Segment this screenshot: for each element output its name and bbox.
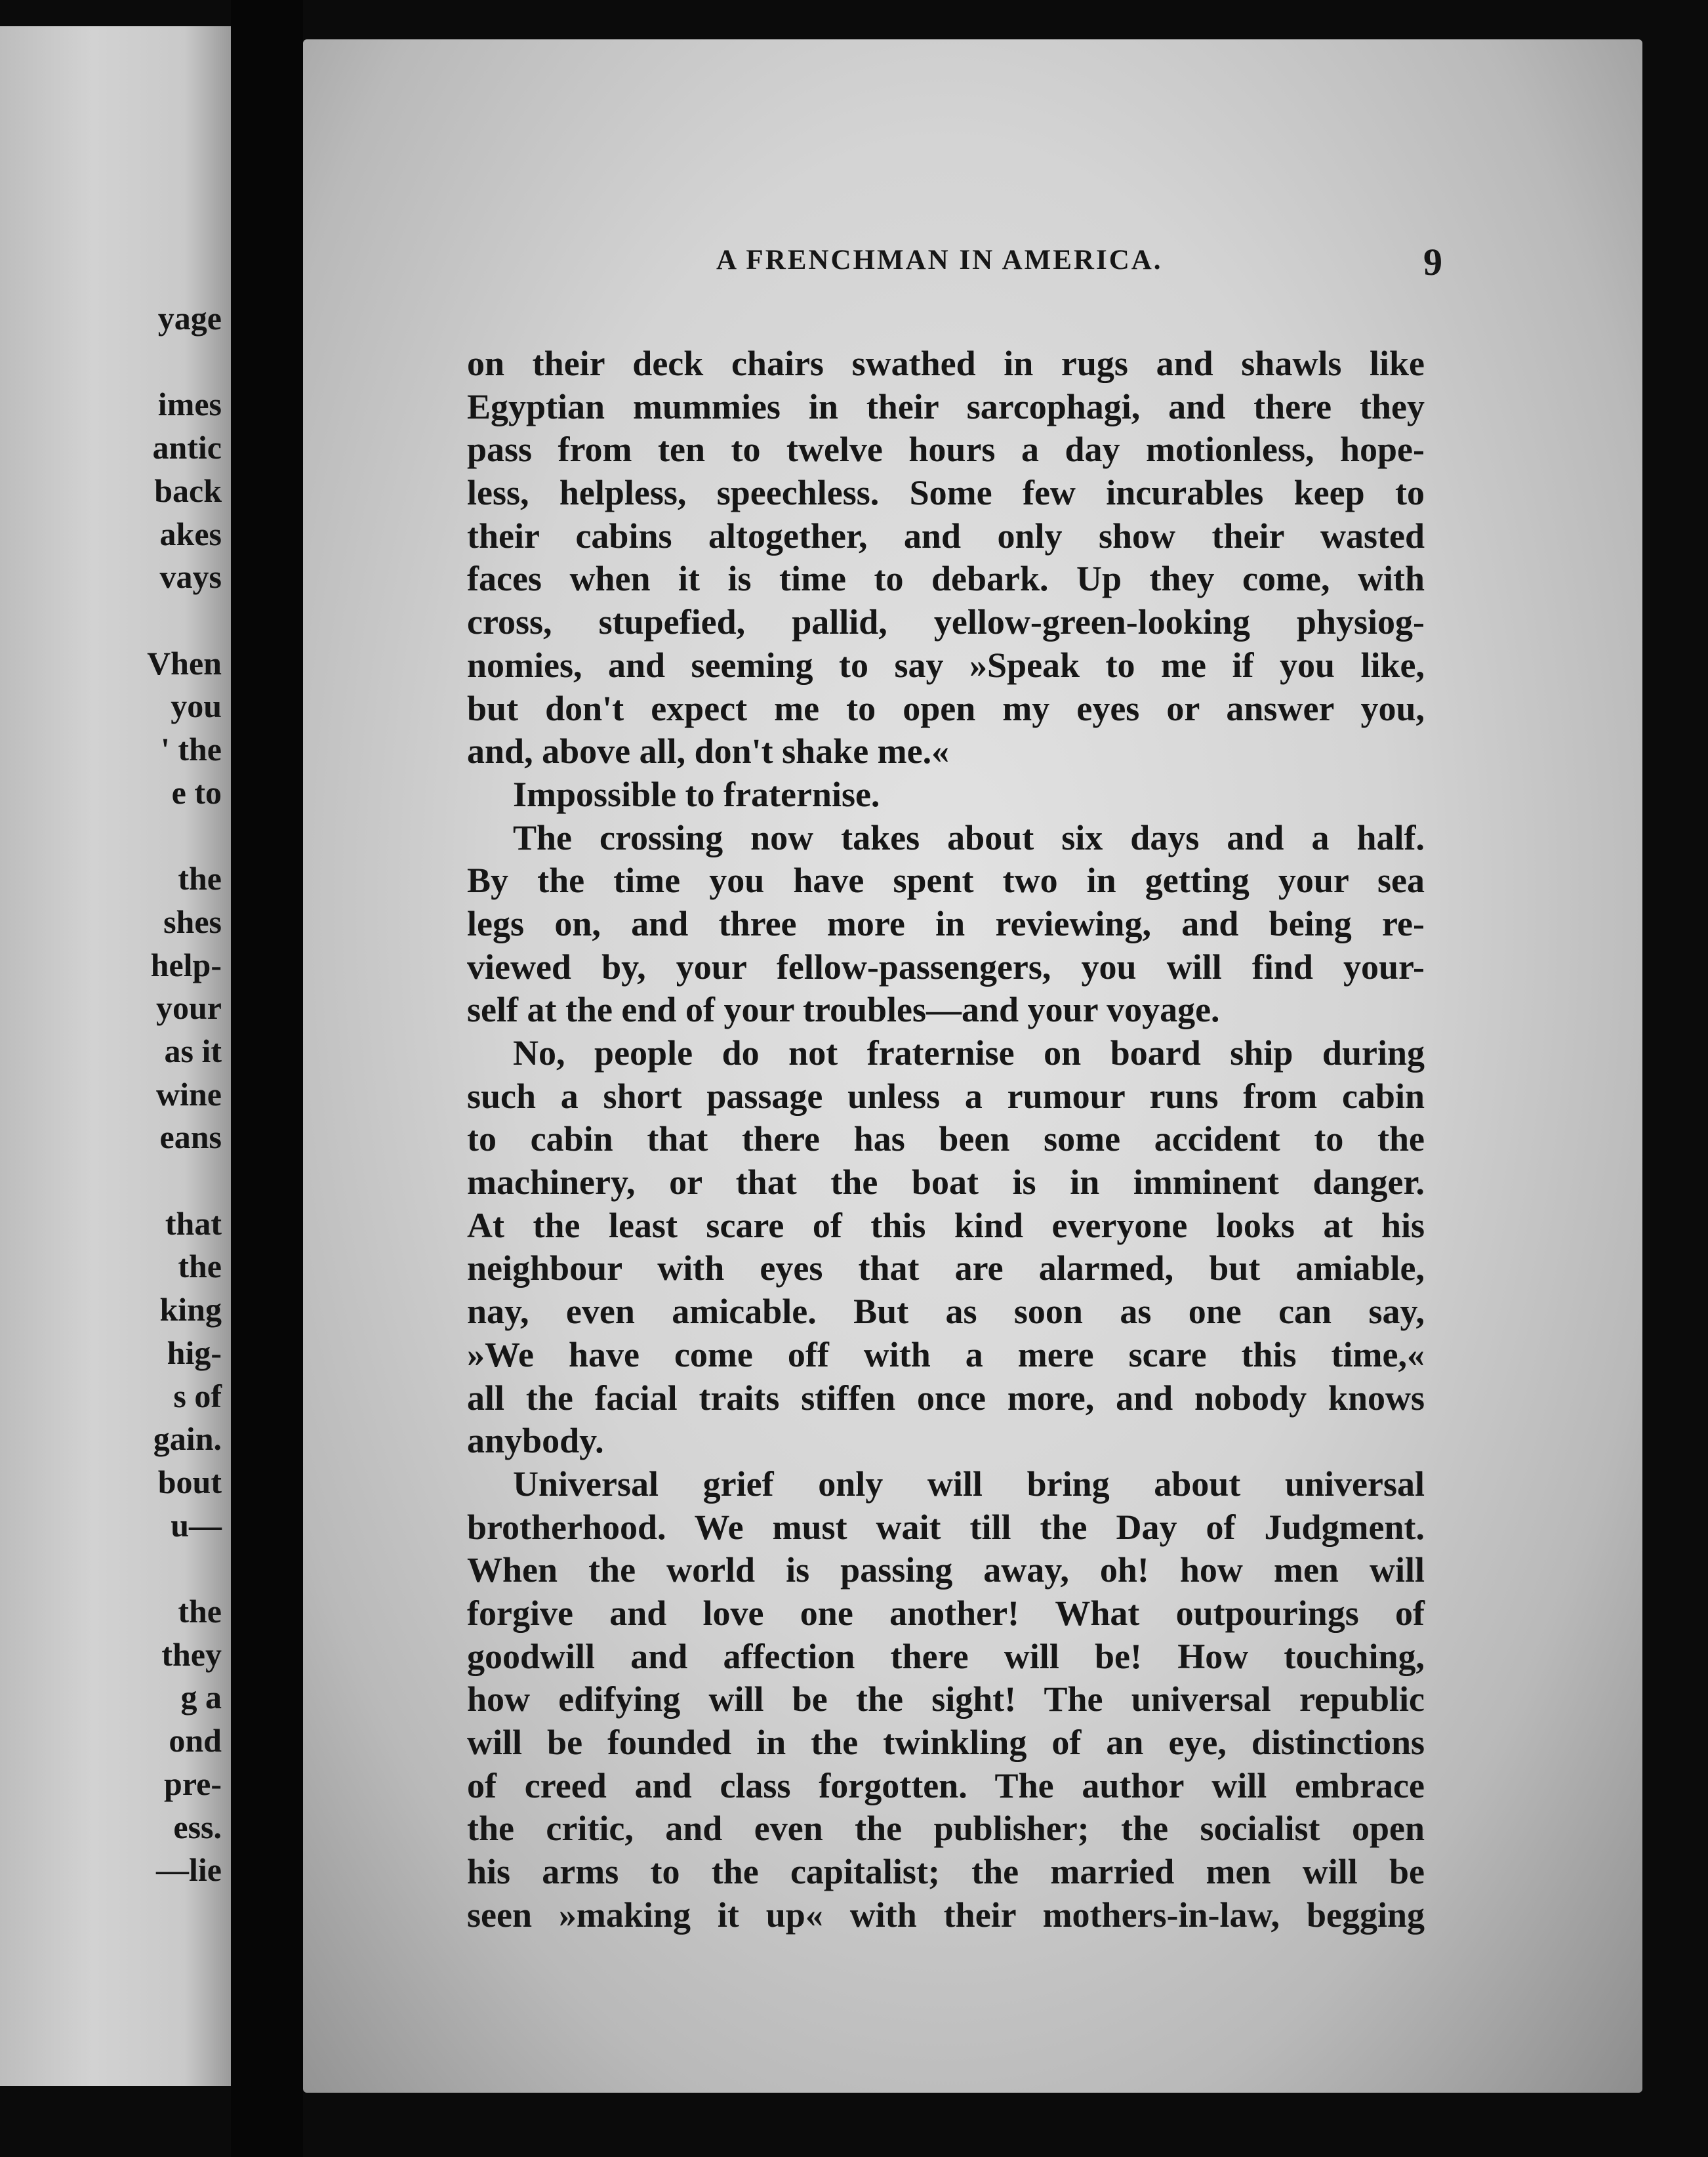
facing-page-fragment: hig- (167, 1334, 222, 1371)
text-line: Universal grief only will bring about universal (513, 1464, 1425, 1504)
facing-page-fragment: the (178, 860, 222, 897)
text-line: By the time you have spent two in getting your sea (467, 861, 1425, 901)
facing-page-fragment: pre- (164, 1765, 222, 1802)
text-line: faces when it is time to debark. Up they come, with (467, 559, 1425, 599)
text-line: their cabins altogether, and only show their wasted (467, 516, 1425, 556)
facing-page-fragment: imes (157, 386, 222, 423)
facing-page-fragment: wine (156, 1075, 222, 1113)
text-line: legs on, and three more in reviewing, and being re- (467, 903, 1425, 943)
text-line: goodwill and affection there will be! How touching, (467, 1636, 1425, 1676)
facing-page-fragment: antic (152, 429, 222, 466)
running-head (303, 241, 1523, 286)
text-line: No, people do not fraternise on board ship during (513, 1033, 1425, 1073)
facing-page-fragment: ond (169, 1722, 222, 1759)
facing-page-fragment: the (178, 1593, 222, 1630)
book-page (303, 39, 1642, 2093)
text-line: nomies, and seeming to say »Speak to me if you like, (467, 645, 1425, 685)
text-line: pass from ten to twelve hours a day motionless, hope- (467, 430, 1425, 470)
text-line: »We have come off with a mere scare this time,« (467, 1334, 1425, 1374)
text-line: the critic, and even the publisher; the socialist open (467, 1809, 1425, 1849)
facing-page-fragment: your (156, 989, 222, 1027)
text-line: brotherhood. We must wait till the Day of Judgment. (467, 1507, 1425, 1547)
facing-page-fragment: —lie (156, 1851, 222, 1889)
facing-page-fragment: eans (159, 1119, 222, 1156)
text-line: anybody. (467, 1421, 604, 1461)
page-number: 9 (1423, 241, 1442, 283)
facing-page-left (0, 26, 231, 2086)
text-line: self at the end of your troubles—and your voyage. (467, 990, 1220, 1030)
text-line: viewed by, your fellow-passengers, you will find your- (467, 947, 1425, 987)
text-line: of creed and class forgotten. The author will embrace (467, 1765, 1425, 1805)
text-line: his arms to the capitalist; the married men will be (467, 1852, 1425, 1892)
facing-page-fragment: u— (171, 1506, 222, 1544)
text-line: such a short passage unless a rumour runs from cabin (467, 1076, 1425, 1116)
book-gutter (231, 0, 303, 2157)
facing-page-fragment: you (171, 688, 222, 725)
text-line: machinery, or that the boat is in imminent danger. (467, 1162, 1425, 1202)
facing-page-fragment: akes (159, 515, 222, 552)
text-line: The crossing now takes about six days and a half. (513, 817, 1425, 857)
text-line: less, helpless, speechless. Some few incurables keep to (467, 473, 1425, 513)
facing-page-fragment: e to (171, 773, 222, 811)
text-line: all the facial traits stiffen once more, and nobody knows (467, 1378, 1425, 1418)
facing-page-fragment: help- (150, 946, 222, 983)
text-line: and, above all, don't shake me.« (467, 731, 950, 771)
text-line: will be founded in the twinkling of an eye, distinctions (467, 1723, 1425, 1762)
body-text (467, 342, 1425, 1937)
text-line: seen »making it up« with their mothers-in-law, begging (467, 1895, 1425, 1935)
facing-page-fragment: bout (157, 1463, 222, 1500)
facing-page-fragment: that (165, 1204, 222, 1242)
facing-page-fragment: yage (157, 300, 222, 337)
facing-page-fragment: s of (173, 1377, 222, 1414)
facing-page-fragment: king (159, 1291, 222, 1328)
text-line: how edifying will be the sight! The universal republic (467, 1679, 1425, 1719)
facing-page-fragment: the (178, 1248, 222, 1285)
text-line: Impossible to fraternise. (513, 774, 880, 814)
facing-page-fragment: ess. (173, 1808, 222, 1845)
text-line: neighbour with eyes that are alarmed, but amiable, (467, 1248, 1425, 1288)
text-line: cross, stupefied, pallid, yellow-green-looking physiog- (467, 602, 1425, 642)
facing-page-fragment: g a (180, 1679, 222, 1716)
text-line: At the least scare of this kind everyone looks at his (467, 1205, 1425, 1245)
text-line: Egyptian mummies in their sarcophagi, and there they (467, 386, 1425, 426)
text-line: on their deck chairs swathed in rugs and shawls like (467, 344, 1425, 383)
facing-page-fragment: they (161, 1635, 222, 1673)
text-line: forgive and love one another! What outpourings of (467, 1593, 1425, 1633)
facing-page-fragment: shes (163, 903, 222, 940)
facing-page-fragment: back (154, 472, 222, 509)
facing-page-fragment: vays (159, 558, 222, 596)
facing-page-fragment: gain. (153, 1420, 222, 1458)
facing-page-fragment: as it (164, 1032, 222, 1069)
text-line: but don't expect me to open my eyes or answer you, (467, 688, 1425, 728)
running-head-title: A FRENCHMAN IN AMERICA. (716, 245, 1163, 276)
text-line: nay, even amicable. But as soon as one can say, (467, 1292, 1425, 1332)
facing-page-fragment: Vhen (147, 644, 222, 682)
text-line: to cabin that there has been some accident to the (467, 1119, 1425, 1159)
text-line: When the world is passing away, oh! how men will (467, 1550, 1425, 1590)
facing-page-fragment: ' the (160, 731, 222, 768)
